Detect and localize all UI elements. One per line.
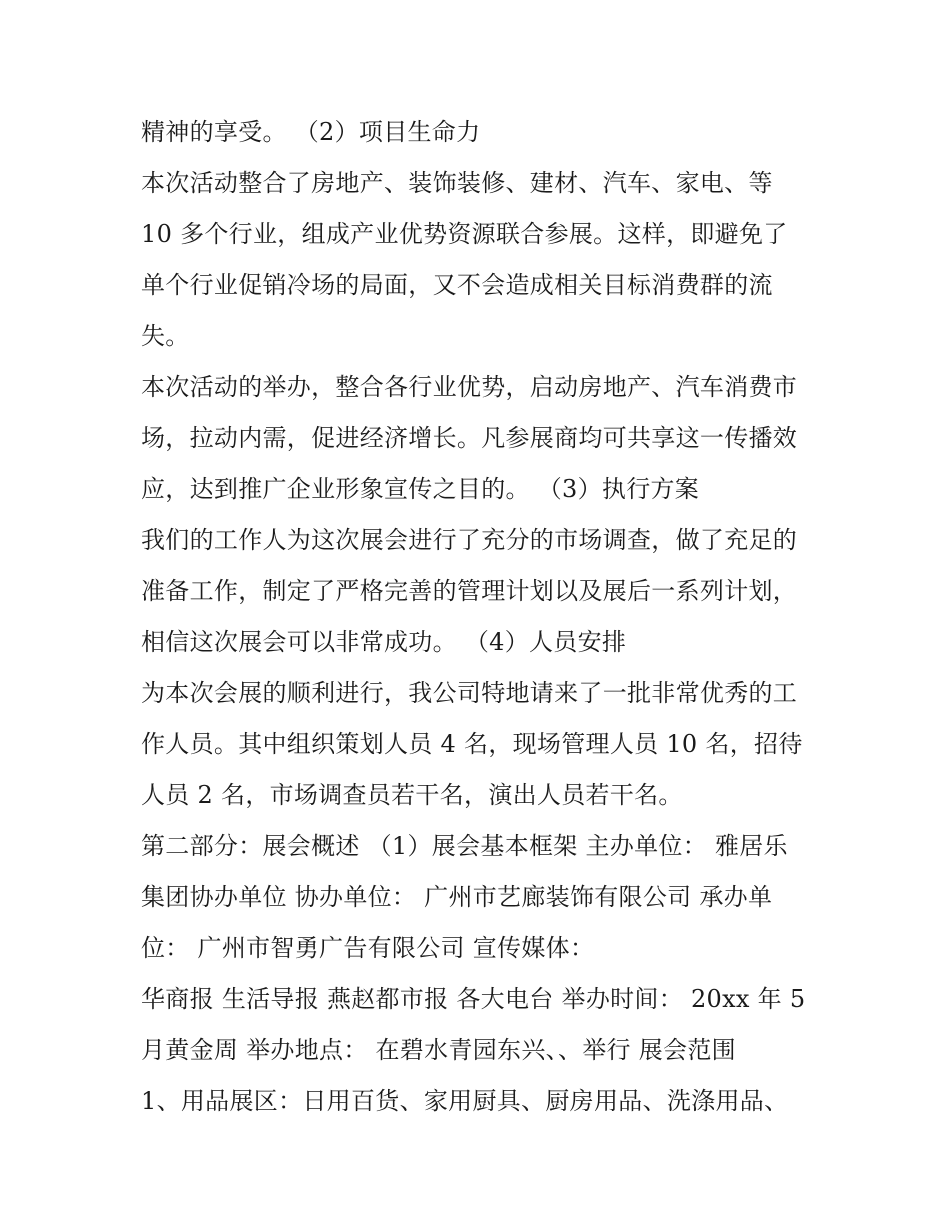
text-line: 人员 2 名，市场调查员若干名，演出人员若干名。 [141,781,683,809]
text-line: 本次活动的举办，整合各行业优势，启动房地产、汽车消费市 [141,373,798,401]
text-line: 1、用品展区：日用百货、家用厨具、厨房用品、洗涤用品、 [141,1087,789,1115]
text-line: 月黄金周 举办地点： 在碧水青园东兴、、举行 展会范围 [141,1036,736,1064]
text-line: 10 多个行业，组成产业优势资源联合参展。这样，即避免了 [141,220,788,248]
text-line: 场，拉动内需，促进经济增长。凡参展商均可共享这一传播效 [141,424,798,452]
text-line: 应，达到推广企业形象宣传之目的。 （3）执行方案 [141,475,700,503]
text-line: 我们的工作人为这次展会进行了充分的市场调查，做了充足的 [141,526,798,554]
text-line: 第二部分：展会概述 （1）展会基本框架 主办单位： 雅居乐 [141,832,788,860]
text-line: 精神的享受。 （2）项目生命力 [141,118,481,146]
text-line: 集团协办单位 协办单位： 广州市艺廊装饰有限公司 承办单 [141,883,773,911]
text-line: 作人员。其中组织策划人员 4 名，现场管理人员 10 名，招待 [141,730,803,758]
text-line: 单个行业促销冷场的局面，又不会造成相关目标消费群的流 [141,271,773,299]
text-line: 华商报 生活导报 燕赵都市报 各大电台 举办时间： 20xx 年 5 [141,985,806,1013]
text-line: 相信这次展会可以非常成功。 （4）人员安排 [141,628,627,656]
text-line: 位： 广州市智勇广告有限公司 宣传媒体： [141,934,595,962]
text-line: 失。 [141,322,190,350]
text-line: 本次活动整合了房地产、装饰装修、建材、汽车、家电、等 [141,169,773,197]
text-line: 准备工作，制定了严格完善的管理计划以及展后一系列计划， [141,577,798,605]
body-text [141,107,831,1127]
text-line: 为本次会展的顺利进行，我公司特地请来了一批非常优秀的工 [141,679,798,707]
